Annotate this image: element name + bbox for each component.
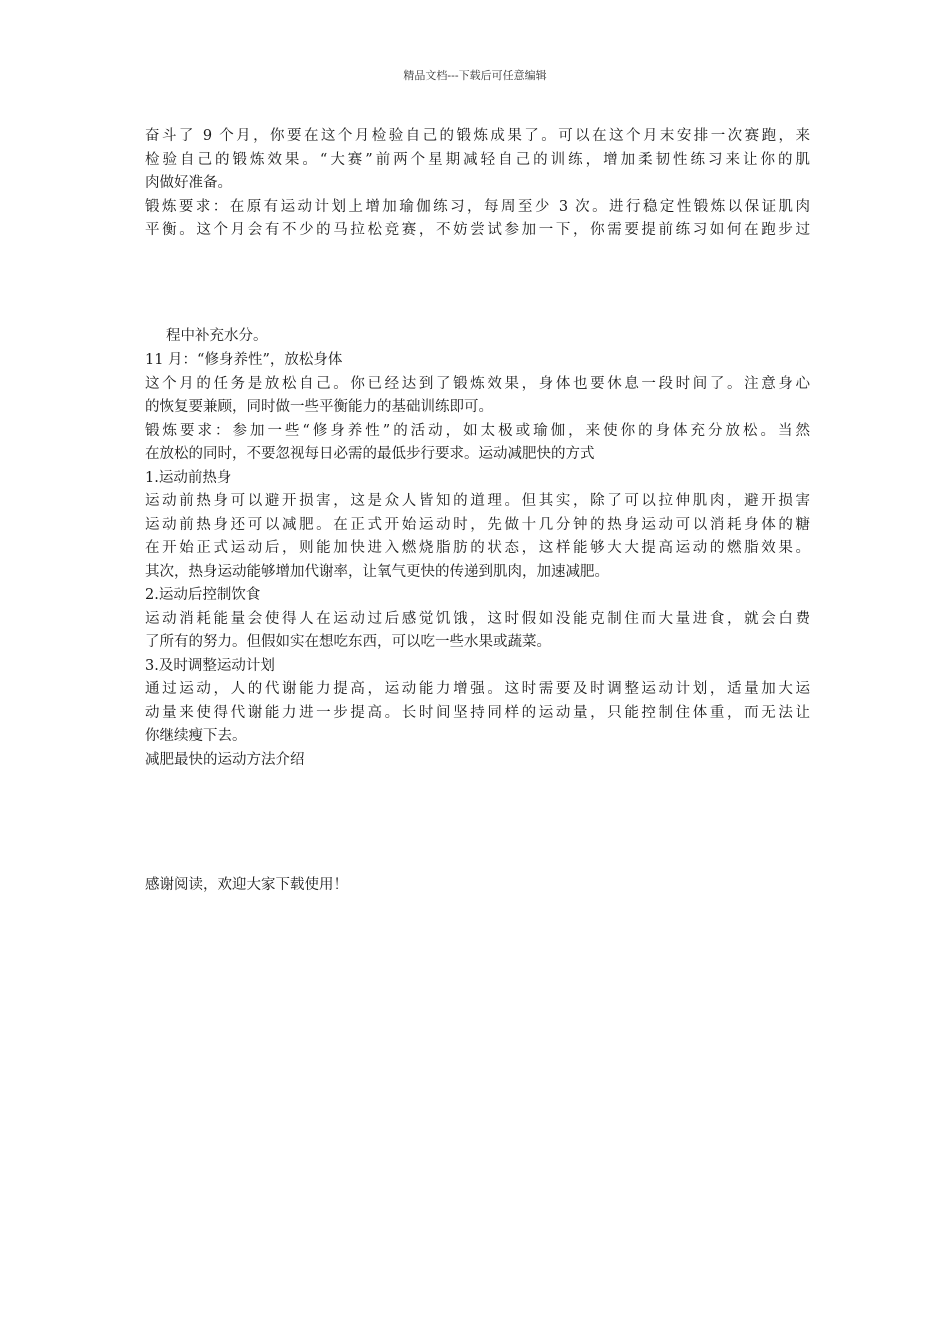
paragraph-block-main bbox=[145, 349, 810, 772]
closing-text: 感谢阅读，欢迎大家下载使用！ bbox=[145, 877, 348, 893]
section-heading: 1.运动前热身 bbox=[145, 469, 232, 486]
text-line: 通过运动，人的代谢能力提高，运动能力增强。这时需要及时调整运动计划，适量加大运 bbox=[145, 681, 810, 697]
section-heading: 11 月：“修身养性”，放松身体 bbox=[145, 352, 343, 368]
text-line: 肉做好准备。 bbox=[145, 175, 232, 191]
paragraph-block-top bbox=[145, 125, 810, 243]
text-line: 运动前热身还可以减肥。在正式开始运动时，先做十几分钟的热身运动可以消耗身体的糖 bbox=[145, 516, 810, 533]
text-line: 运动前热身可以避开损害，这是众人皆知的道理。但其实，除了可以拉伸肌肉，避开损害 bbox=[145, 493, 810, 509]
text-line: 在开始正式运动后，则能加快进入燃烧脂肪的状态，这样能够大大提高运动的燃脂效果。 bbox=[145, 540, 810, 556]
continued-line-block bbox=[166, 325, 566, 349]
closing-block bbox=[145, 874, 810, 898]
text-line: 在放松的同时，不要忽视每日必需的最低步行要求。运动减肥快的方式 bbox=[145, 446, 595, 462]
text-line: 这个月的任务是放松自己。你已经达到了锻炼效果，身体也要休息一段时间了。注意身心 bbox=[145, 375, 810, 392]
text-line: 奋斗了 9 个月，你要在这个月检验自己的锻炼成果了。可以在这个月末安排一次赛跑，来 bbox=[145, 128, 810, 144]
text-line: 程中补充水分。 bbox=[166, 328, 268, 344]
text-line: 锻炼要求：参加一些“修身养性”的活动，如太极或瑜伽，来使你的身体充分放松。当然 bbox=[145, 422, 810, 439]
text-line: 了所有的努力。但假如实在想吃东西，可以吃一些水果或蔬菜。 bbox=[145, 634, 551, 650]
text-line: 减肥最快的运动方法介绍 bbox=[145, 751, 305, 768]
page-header: 精品文档---下载后可任意编辑 bbox=[403, 69, 547, 82]
section-heading: 3.及时调整运动计划 bbox=[145, 657, 275, 674]
text-line: 的恢复要兼顾，同时做一些平衡能力的基础训练即可。 bbox=[145, 399, 493, 415]
text-line: 平衡。这个月会有不少的马拉松竞赛，不妨尝试参加一下，你需要提前练习如何在跑步过 bbox=[145, 222, 810, 238]
section-heading: 2.运动后控制饮食 bbox=[145, 587, 261, 603]
text-line: 检验自己的锻炼效果。“大赛”前两个星期减轻自己的训练，增加柔韧性练习来让你的肌 bbox=[145, 151, 810, 168]
text-line: 动量来使得代谢能力进一步提高。长时间坚持同样的运动量，只能控制住体重，而无法让 bbox=[145, 704, 810, 721]
text-line: 运动消耗能量会使得人在运动过后感觉饥饿，这时假如没能克制住而大量进食，就会白费 bbox=[145, 610, 810, 627]
text-line: 其次，热身运动能够增加代谢率，让氧气更快的传递到肌肉，加速减肥。 bbox=[145, 563, 609, 580]
text-line: 锻炼要求：在原有运动计划上增加瑜伽练习，每周至少 3 次。进行稳定性锻炼以保证肌肉 bbox=[145, 198, 810, 215]
text-line: 你继续瘦下去。 bbox=[145, 728, 247, 744]
